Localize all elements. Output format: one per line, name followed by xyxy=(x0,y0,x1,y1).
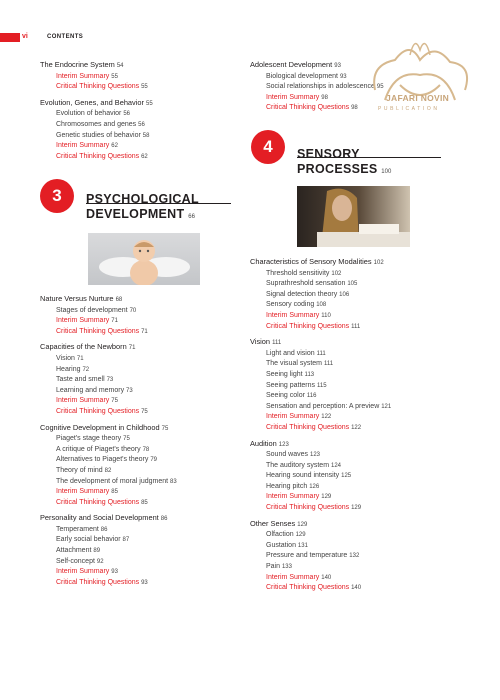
toc-entry-text: Critical Thinking Questions xyxy=(56,578,140,586)
toc-critical-questions xyxy=(250,423,470,434)
toc-entry-page: 70 xyxy=(129,307,137,314)
toc-entry-text: Taste and smell xyxy=(56,376,105,384)
toc-entry-text: Hearing sound intensity xyxy=(266,472,340,480)
toc-subsection xyxy=(250,391,470,402)
toc-entry-text: Critical Thinking Questions xyxy=(266,322,350,330)
toc-entry-page: 140 xyxy=(351,585,362,592)
toc-entry-text: Attachment xyxy=(56,547,92,555)
toc-entry-page: 105 xyxy=(347,281,358,288)
toc-entry-page: 93 xyxy=(111,569,118,576)
toc-entry-text: Vision xyxy=(56,354,75,362)
toc-entry-page: 116 xyxy=(306,393,317,400)
toc-subsection xyxy=(40,455,240,466)
toc-entry-text: Critical Thinking Questions xyxy=(266,584,350,592)
toc-critical-questions xyxy=(250,583,470,594)
toc-entry-page: 78 xyxy=(142,446,150,453)
toc-entry-text: The Endocrine System xyxy=(40,60,115,69)
toc-entry-page: 125 xyxy=(341,473,352,480)
toc-entry-text: Sensory coding xyxy=(266,301,315,309)
toc-subsection xyxy=(40,109,240,120)
toc-entry-text: Social relationships in adolescence xyxy=(266,83,375,91)
toc-entry-page: 75 xyxy=(123,436,130,443)
toc-entry-page: 102 xyxy=(331,270,342,277)
toc-entry-page: 73 xyxy=(126,387,133,394)
toc-interim-summary xyxy=(250,412,470,423)
toc-subsection xyxy=(40,120,240,131)
toc-subsection xyxy=(40,131,240,142)
toc-list-left-bottom xyxy=(40,294,240,588)
toc-subsection xyxy=(250,359,470,370)
toc-entry-page: 71 xyxy=(76,355,84,362)
toc-entry-page: 95 xyxy=(376,84,384,91)
toc-subsection xyxy=(250,402,470,413)
toc-subsection xyxy=(250,450,470,461)
toc-interim-summary xyxy=(40,567,240,578)
toc-entry-page: 129 xyxy=(321,494,332,501)
toc-entry-text: Stages of development xyxy=(56,306,128,314)
toc-entry-page: 121 xyxy=(381,403,392,410)
toc-entry-page: 71 xyxy=(128,345,136,352)
toc-entry-text: Critical Thinking Questions xyxy=(56,152,140,160)
chapter-3-photo xyxy=(88,233,200,285)
toc-entry-text: Hearing xyxy=(56,365,81,373)
chapter-page: 100 xyxy=(381,169,392,175)
toc-entry-text: Critical Thinking Questions xyxy=(56,407,140,415)
toc-entry-text: Critical Thinking Questions xyxy=(266,504,350,512)
toc-section-heading xyxy=(40,342,240,354)
toc-subsection xyxy=(250,381,470,392)
toc-subsection xyxy=(40,535,240,546)
watermark-subtitle: PUBLICATION xyxy=(378,106,440,112)
toc-entry-text: Interim Summary xyxy=(56,397,110,405)
toc-subsection xyxy=(40,445,240,456)
toc-entry-page: 75 xyxy=(141,408,148,415)
toc-subsection xyxy=(40,525,240,536)
toc-critical-questions xyxy=(250,503,470,514)
toc-subsection xyxy=(40,546,240,557)
toc-entry-page: 124 xyxy=(330,462,341,469)
toc-subsection xyxy=(40,557,240,568)
toc-subsection xyxy=(250,349,470,360)
toc-entry-text: Gustation xyxy=(266,541,296,549)
toc-critical-questions xyxy=(40,152,240,163)
toc-entry-text: A critique of Piaget's theory xyxy=(56,445,141,453)
toc-entry-text: Evolution, Genes, and Behavior xyxy=(40,97,144,107)
toc-critical-questions xyxy=(250,322,470,333)
toc-entry-text: Pain xyxy=(266,563,281,571)
toc-subsection xyxy=(40,386,240,397)
toc-entry-page: 75 xyxy=(161,425,169,432)
toc-entry-page: 115 xyxy=(317,382,327,389)
toc-entry-page: 93 xyxy=(141,579,148,586)
toc-entry-page: 56 xyxy=(138,121,145,128)
toc-entry-page: 111 xyxy=(351,323,361,330)
toc-entry-page: 102 xyxy=(373,260,384,266)
toc-entry-text: Interim Summary xyxy=(266,493,320,501)
toc-entry-text: Hearing pitch xyxy=(266,482,308,490)
toc-entry-text: Adolescent Development xyxy=(250,60,333,69)
chapter-title xyxy=(297,147,391,180)
toc-entry-page: 82 xyxy=(104,467,112,474)
toc-entry-text: Piaget's stage theory xyxy=(56,435,122,443)
toc-entry-text: Critical Thinking Questions xyxy=(56,83,140,91)
toc-entry-text: Characteristics of Sensory Modalities xyxy=(250,257,372,266)
toc-critical-questions xyxy=(40,578,240,589)
toc-entry-text: Cognitive Development in Childhood xyxy=(40,422,160,432)
toc-entry-text: Sensation and perception: A preview xyxy=(266,402,380,410)
toc-entry-page: 87 xyxy=(122,537,130,544)
toc-list-right-bottom xyxy=(250,257,470,594)
toc-entry-text: Evolution of behavior xyxy=(56,110,122,118)
toc-entry-text: Olfaction xyxy=(266,531,294,539)
toc-subsection xyxy=(40,375,240,386)
chapter-page: 66 xyxy=(188,214,195,220)
baby-with-wings-image xyxy=(88,233,200,285)
toc-entry-text: Nature Versus Nurture xyxy=(40,294,114,303)
toc-entry-text: Suprathreshold sensation xyxy=(266,280,346,288)
toc-entry-text: Personality and Social Development xyxy=(40,513,159,523)
toc-list-left-top xyxy=(40,60,240,162)
toc-entry-text: Interim Summary xyxy=(56,317,110,325)
toc-entry-text: Temperament xyxy=(56,525,99,533)
toc-entry-page: 55 xyxy=(111,73,118,80)
toc-entry-page: 111 xyxy=(316,350,326,357)
toc-entry-text: Vision xyxy=(250,337,270,347)
toc-entry-text: Early social behavior xyxy=(56,536,121,544)
toc-interim-summary xyxy=(40,141,240,152)
toc-entry-text: Alternatives to Piaget's theory xyxy=(56,456,149,464)
toc-entry-page: 85 xyxy=(111,489,118,496)
header-accent-bar xyxy=(0,33,20,42)
toc-entry-page: 122 xyxy=(351,424,362,431)
toc-subsection xyxy=(250,562,470,573)
toc-entry-text: Seeing patterns xyxy=(266,381,316,389)
toc-entry-page: 129 xyxy=(297,521,308,528)
chapter-title-line2: DEVELOPMENT xyxy=(86,207,185,221)
toc-subsection xyxy=(40,354,240,365)
toc-entry-text: Sound waves xyxy=(266,451,309,459)
toc-entry-page: 129 xyxy=(295,532,306,539)
toc-section-heading xyxy=(40,98,240,110)
toc-interim-summary xyxy=(40,72,240,83)
toc-entry-page: 68 xyxy=(115,297,123,303)
toc-entry-page: 92 xyxy=(96,558,104,565)
toc-entry-text: Seeing color xyxy=(266,392,305,400)
toc-subsection xyxy=(40,434,240,445)
toc-entry-text: The visual system xyxy=(266,360,323,368)
page-number: vi xyxy=(22,33,28,40)
toc-interim-summary xyxy=(40,396,240,407)
chapter-title-line1: PSYCHOLOGICAL xyxy=(86,192,199,206)
toc-entry-text: Critical Thinking Questions xyxy=(56,327,140,335)
toc-subsection xyxy=(250,279,470,290)
toc-entry-text: Seeing light xyxy=(266,370,303,378)
toc-entry-page: 86 xyxy=(160,516,168,523)
toc-subsection xyxy=(250,290,470,301)
toc-entry-page: 110 xyxy=(321,312,331,319)
chapter-4-photo xyxy=(297,186,410,247)
toc-entry-text: Interim Summary xyxy=(266,311,320,319)
toc-entry-page: 55 xyxy=(146,100,153,107)
toc-subsection xyxy=(250,551,470,562)
toc-entry-text: Genetic studies of behavior xyxy=(56,131,141,139)
toc-entry-text: Chromosomes and genes xyxy=(56,120,137,128)
toc-section-heading xyxy=(250,337,470,349)
watermark-name: JAFARI NOVIN xyxy=(386,93,450,103)
toc-section-heading xyxy=(40,513,240,525)
toc-entry-page: 111 xyxy=(323,361,334,368)
toc-entry-page: 106 xyxy=(339,291,350,298)
toc-entry-page: 98 xyxy=(351,105,358,112)
toc-entry-page: 62 xyxy=(141,153,148,160)
toc-entry-page: 129 xyxy=(351,505,362,512)
toc-entry-page: 111 xyxy=(272,340,282,347)
toc-entry-page: 71 xyxy=(141,328,148,335)
toc-entry-text: Interim Summary xyxy=(266,573,320,581)
toc-subsection xyxy=(40,365,240,376)
toc-entry-page: 75 xyxy=(111,398,118,405)
toc-entry-text: Theory of mind xyxy=(56,466,103,474)
toc-entry-page: 113 xyxy=(304,371,315,378)
toc-subsection xyxy=(250,461,470,472)
toc-entry-page: 89 xyxy=(93,548,101,555)
toc-entry-page: 73 xyxy=(106,377,114,384)
toc-entry-page: 126 xyxy=(309,483,320,490)
toc-entry-text: Threshold sensitivity xyxy=(266,269,330,277)
toc-section-heading xyxy=(250,257,470,269)
toc-subsection xyxy=(250,300,470,311)
toc-section-heading xyxy=(40,60,240,72)
toc-entry-page: 56 xyxy=(123,111,131,118)
toc-entry-page: 123 xyxy=(309,452,320,459)
toc-entry-page: 54 xyxy=(116,63,124,69)
toc-entry-text: Interim Summary xyxy=(266,93,320,101)
toc-interim-summary xyxy=(250,492,470,503)
toc-entry-text: Learning and memory xyxy=(56,386,125,394)
toc-entry-page: 108 xyxy=(316,302,327,309)
toc-entry-page: 58 xyxy=(142,132,150,139)
toc-entry-text: The development of moral judgment xyxy=(56,477,169,485)
toc-critical-questions xyxy=(40,498,240,509)
chapter-number-badge: 3 xyxy=(40,179,74,213)
chapter-title xyxy=(86,192,199,225)
toc-interim-summary xyxy=(40,316,240,327)
toc-entry-text: Biological development xyxy=(266,72,338,80)
toc-subsection xyxy=(40,306,240,317)
toc-critical-questions xyxy=(40,82,240,93)
toc-entry-page: 62 xyxy=(111,143,118,150)
toc-entry-page: 79 xyxy=(150,457,158,464)
toc-subsection xyxy=(250,541,470,552)
toc-entry-text: The auditory system xyxy=(266,461,330,469)
toc-subsection xyxy=(250,269,470,280)
toc-entry-page: 132 xyxy=(349,553,360,560)
toc-interim-summary xyxy=(250,573,470,584)
toc-entry-text: Pressure and temperature xyxy=(266,552,348,560)
toc-entry-text: Other Senses xyxy=(250,518,296,528)
chapter-title-line1: SENSORY xyxy=(297,147,360,161)
toc-section-heading xyxy=(40,423,240,435)
toc-section-heading xyxy=(250,519,470,531)
toc-entry-page: 93 xyxy=(339,73,347,80)
toc-entry-text: Self-concept xyxy=(56,557,95,565)
toc-subsection xyxy=(250,471,470,482)
chapter-number-badge: 4 xyxy=(251,130,285,164)
toc-entry-text: Light and vision xyxy=(266,349,315,357)
toc-entry-text: Interim Summary xyxy=(56,72,110,80)
toc-subsection xyxy=(250,530,470,541)
toc-entry-text: Capacities of the Newborn xyxy=(40,342,127,352)
toc-entry-page: 93 xyxy=(334,63,341,69)
toc-subsection xyxy=(250,482,470,493)
toc-entry-page: 71 xyxy=(111,318,118,325)
toc-entry-page: 86 xyxy=(100,526,108,533)
toc-critical-questions xyxy=(40,327,240,338)
toc-subsection xyxy=(40,477,240,488)
toc-entry-text: Interim Summary xyxy=(266,413,320,421)
toc-entry-page: 131 xyxy=(297,542,308,549)
toc-entry-text: Critical Thinking Questions xyxy=(266,104,350,112)
toc-entry-text: Interim Summary xyxy=(56,568,110,576)
toc-section-heading xyxy=(250,439,470,451)
toc-entry-page: 85 xyxy=(141,499,148,506)
toc-entry-text: Critical Thinking Questions xyxy=(56,498,140,506)
toc-entry-page: 123 xyxy=(278,441,289,448)
toc-entry-page: 83 xyxy=(170,478,177,485)
toc-entry-page: 140 xyxy=(321,574,332,581)
toc-entry-page: 72 xyxy=(82,366,90,373)
toc-subsection xyxy=(250,370,470,381)
toc-critical-questions xyxy=(40,407,240,418)
toc-section-heading xyxy=(40,294,240,306)
running-header-title: CONTENTS xyxy=(47,34,84,40)
toc-entry-page: 55 xyxy=(141,84,148,91)
toc-entry-page: 98 xyxy=(321,94,328,101)
toc-entry-text: Interim Summary xyxy=(56,142,110,150)
toc-entry-page: 122 xyxy=(321,414,332,421)
toc-interim-summary xyxy=(40,487,240,498)
toc-subsection xyxy=(40,466,240,477)
chapter-title-line2: PROCESSES xyxy=(297,162,378,176)
toc-interim-summary xyxy=(250,311,470,322)
toc-entry-page: 133 xyxy=(281,564,292,571)
toc-entry-text: Audition xyxy=(250,438,277,448)
toc-entry-text: Critical Thinking Questions xyxy=(266,423,350,431)
toc-entry-text: Signal detection theory xyxy=(266,290,338,298)
woman-at-desk-image xyxy=(297,186,410,247)
toc-entry-text: Interim Summary xyxy=(56,488,110,496)
